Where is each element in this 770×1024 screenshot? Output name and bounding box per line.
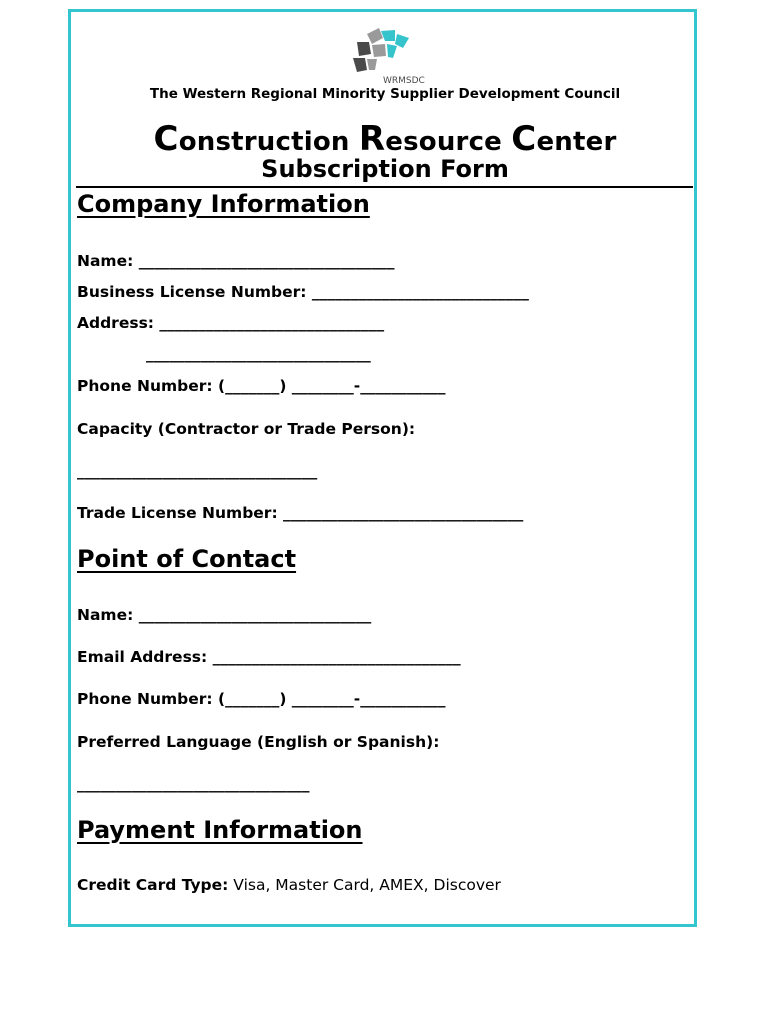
- address-line-2-field[interactable]: _____________________________: [146, 345, 371, 363]
- language-field[interactable]: ______________________________: [77, 775, 310, 793]
- email-field[interactable]: Email Address: ________________________________: [77, 648, 461, 666]
- contact-name-field[interactable]: Name: ______________________________: [77, 606, 372, 624]
- organization-name: The Western Regional Minority Supplier Development Council: [149, 86, 621, 102]
- credit-card-options: Visa, Master Card, AMEX, Discover: [228, 876, 501, 894]
- capacity-label: Capacity (Contractor or Trade Person):: [77, 420, 416, 438]
- business-license-field[interactable]: Business License Number: ____________________________: [77, 283, 529, 301]
- contact-phone-field[interactable]: Phone Number: (_______) ________-___________: [77, 690, 446, 708]
- payment-info-heading: Payment Information: [77, 816, 363, 844]
- page-subtitle: Subscription Form: [261, 155, 509, 183]
- language-label: Preferred Language (English or Spanish):: [77, 733, 440, 751]
- logo-text: WRMSDC: [383, 76, 425, 86]
- credit-card-label: Credit Card Type:: [77, 876, 229, 894]
- company-info-heading: Company Information: [77, 190, 370, 218]
- wrmsdc-logo: [345, 28, 425, 86]
- company-name-field[interactable]: Name: _________________________________: [77, 252, 395, 270]
- point-of-contact-heading: Point of Contact: [77, 545, 297, 573]
- title-divider: [76, 186, 693, 188]
- page-title: Construction Resource Center: [153, 119, 617, 159]
- capacity-field[interactable]: _______________________________: [77, 462, 318, 480]
- credit-card-type: [77, 876, 501, 894]
- trade-license-field[interactable]: Trade License Number: _______________________________: [77, 504, 524, 522]
- address-field[interactable]: Address: _____________________________: [77, 314, 385, 332]
- company-phone-field[interactable]: Phone Number: (_______) ________-___________: [77, 377, 446, 395]
